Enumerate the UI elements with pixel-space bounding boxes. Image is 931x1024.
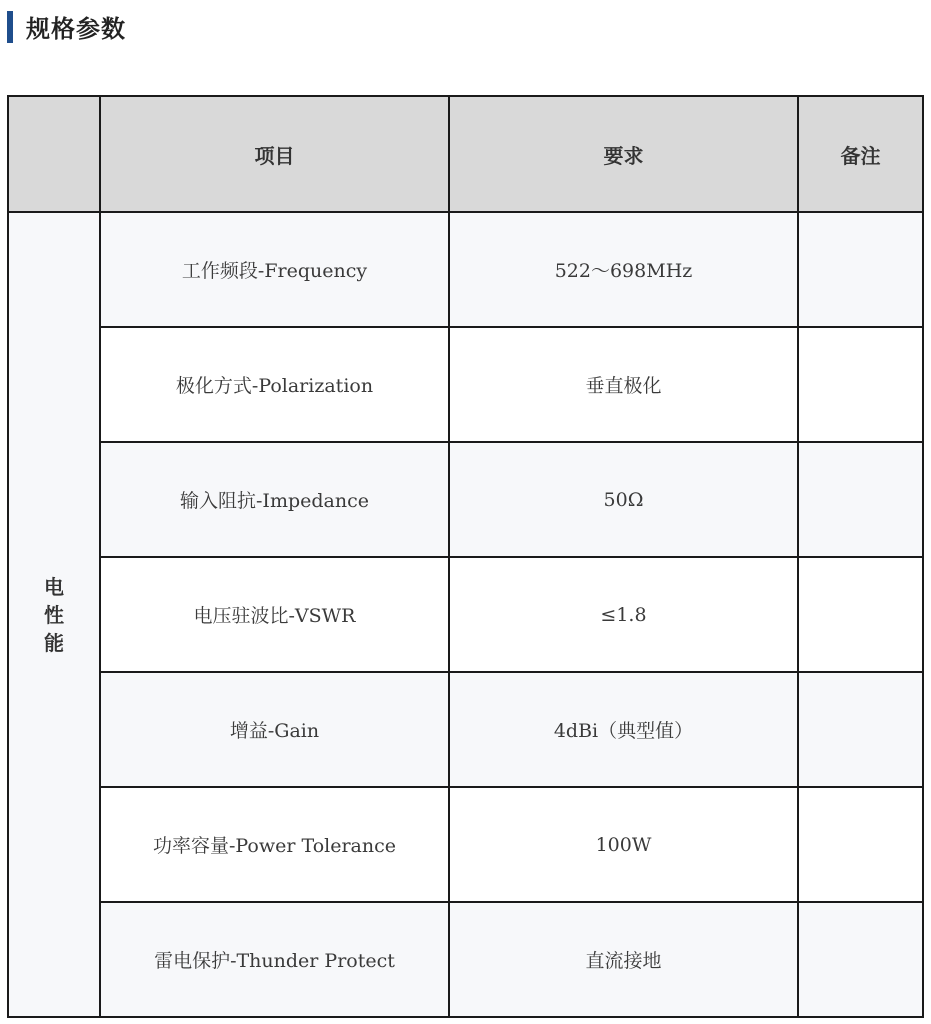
row-requirement: ≤1.8 (449, 557, 798, 672)
section-title: 规格参数 (26, 15, 126, 43)
row-requirement: 100W (449, 787, 798, 902)
row-requirement: 垂直极化 (449, 327, 798, 442)
row-item: 输入阻抗-Impedance (100, 442, 449, 557)
row-requirement: 522～698MHz (449, 212, 798, 327)
table-row (8, 327, 923, 442)
table-row (8, 902, 923, 1017)
header-group-cell (8, 96, 100, 212)
row-note (798, 672, 923, 787)
row-requirement: 直流接地 (449, 902, 798, 1017)
group-label-cell (8, 212, 100, 1017)
table-row (8, 557, 923, 672)
row-note (798, 327, 923, 442)
row-item: 电压驻波比-VSWR (100, 557, 449, 672)
header-requirement: 要求 (449, 96, 798, 212)
section-heading (7, 10, 126, 43)
row-item: 极化方式-Polarization (100, 327, 449, 442)
header-item: 项目 (100, 96, 449, 212)
table-row (8, 787, 923, 902)
row-item: 功率容量-Power Tolerance (100, 787, 449, 902)
table-row (8, 442, 923, 557)
header-note: 备注 (798, 96, 923, 212)
row-note (798, 212, 923, 327)
table-row (8, 212, 923, 327)
row-item: 雷电保护-Thunder Protect (100, 902, 449, 1017)
row-item: 工作频段-Frequency (100, 212, 449, 327)
row-requirement: 50Ω (449, 442, 798, 557)
row-note (798, 557, 923, 672)
row-note (798, 442, 923, 557)
row-requirement: 4dBi（典型值） (449, 672, 798, 787)
row-item: 增益-Gain (100, 672, 449, 787)
row-note (798, 787, 923, 902)
spec-table (7, 95, 924, 1018)
group-label: 电性能 (44, 574, 64, 655)
row-note (798, 902, 923, 1017)
table-header-row (8, 96, 923, 212)
table-row (8, 672, 923, 787)
heading-accent-bar (7, 11, 13, 43)
